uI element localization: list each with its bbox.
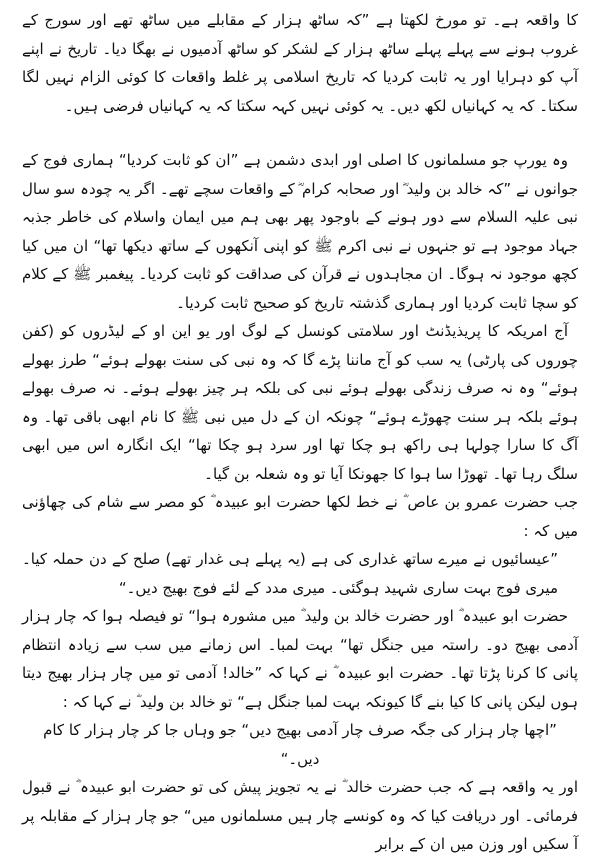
paragraph-6: اور یہ واقعہ ہے کہ جب حضرت خالد ؓ نے یہ تجویز پیش کی تو حضرت ابو عبیدہ ؓ نے قبول فرمائی۔ اور دریافت کیا کہ وہ کونسے چار ہیں مسلمانوں میں“ جو چار ہزار کے مقابلہ پر آ سکیں اور وزن میں ان کے برابر xyxy=(22,778,578,853)
quote-2: ”اچھا چار ہزار کی جگہ صرف چار آدمی بھیج دیں“ جو وہاں جا کر چار ہزار کا کام دیں۔“ xyxy=(43,721,557,768)
paragraph-3: آج امریکہ کا پریذیڈنٹ اور سلامتی کونسل کے لوگ اور یو این او کے لیڈروں کو (کفن چوروں کی پارٹی) یہ سب کو آج ماننا پڑے گا کہ وہ نبی کی سنت بھولے ہوئے“ طرز بھولے ہوئے“ وہ نہ صرف زندگی بھولے ہوئے نبی کی بلکہ ہر چیز بھولے ہوئے۔ نہ صرف بھولے ہوئے بلکہ ہر سنت چھوڑے ہوئے“ چونکہ ان کے دل میں نبی ﷺ کا نام ابھی باقی تھا۔ وہ آگ کا سارا چولہا ہی راکھ ہو چکا تھا اور سرد ہو چکا تھا“ ایک انگارہ اس میں ابھی سلگ رہا تھا۔ تھوڑا سا ہوا کا جھونکا آیا تو وہ شعلہ بن گیا۔ xyxy=(22,322,578,483)
paragraph-1: کا واقعہ ہے۔ تو مورخ لکھتا ہے ”کہ ساٹھ ہزار کے مقابلے میں ساٹھ تھے اور سورج کے غروب ہونے سے پہلے پہلے ساٹھ ہزار کے لشکر کو ساٹھ آدمیوں نے بھگا دیا۔ تاریخ نے اپنے آپ کو دہرایا اور یہ ثابت کردیا کہ تاریخ اسلامی پر غلط واقعات کا کوئی الزام نہیں لگا سکتا۔ کہ یہ کہانیاں لکھ دیں۔ یہ کوئی نہیں کہہ سکتا کہ یہ کہانیاں فرضی ہیں۔ xyxy=(22,11,578,115)
paragraph-4: جب حضرت عمرو بن عاص ؓ نے خط لکھا حضرت ابو عبیدہ ؓ کو مصر سے شام کی چھاؤنی میں کہ : xyxy=(22,493,578,540)
paragraph-gap xyxy=(22,120,578,146)
paragraph-2: وہ یورپ جو مسلمانوں کا اصلی اور ابدی دشمن ہے ”ان کو ثابت کردیا“ ہماری فوج کے جوانوں نے ”کہ خالد بن ولید ؓ اور صحابہ کرام ؓ کے واقعات سچے تھے۔ اگر یہ چودہ سو سال نبی علیہ السلام سے دور ہونے کے باوجود پھر بھی ہم میں ایمان واسلام کی خاطر جذبہ جہاد موجود ہے تو جنہوں نے نبی اکرم ﷺ کو اپنی آنکھوں کے ساتھ دیکھا تھا“ ان میں کیا کچھ موجود نہ ہوگا۔ ان مجاہدوں نے قرآن کی صداقت کو ثابت کردیا۔ پیغمبر ﷺ کے کلام کو سچا ثابت کردیا اور ہماری گذشتہ تاریخ کو صحیح ثابت کردیا۔ xyxy=(22,151,578,312)
urdu-text-body xyxy=(22,6,578,859)
quote-1: ”عیسائیوں نے میرے ساتھ غداری کی ہے (یہ پہلے ہی غدار تھے) صلح کے دن حملہ کیا۔ میری فوج بہت ساری شہید ہوگئی۔ میری مدد کے لئے فوج بھیج دیں۔“ xyxy=(22,550,558,597)
paragraph-5: حضرت ابو عبیدہ ؓ اور حضرت خالد بن ولید ؓ میں مشورہ ہوا“ تو فیصلہ ہوا کہ چار ہزار آدمی بھیج دو۔ راستہ میں جنگل تھا“ بہت لمبا۔ اس زمانے میں سب سے زیادہ انتظام پانی کا کرنا پڑتا تھا۔ حضرت ابو عبیدہ ؓ نے کہا کہ ”خالد! آدمی تو میں چار ہزار بھیج دیتا ہوں لیکن پانی کا کیا بنے گا کیونکہ بہت لمبا جنگل ہے“ تو خالد بن ولید ؓ نے کہا کہ : xyxy=(22,607,578,711)
